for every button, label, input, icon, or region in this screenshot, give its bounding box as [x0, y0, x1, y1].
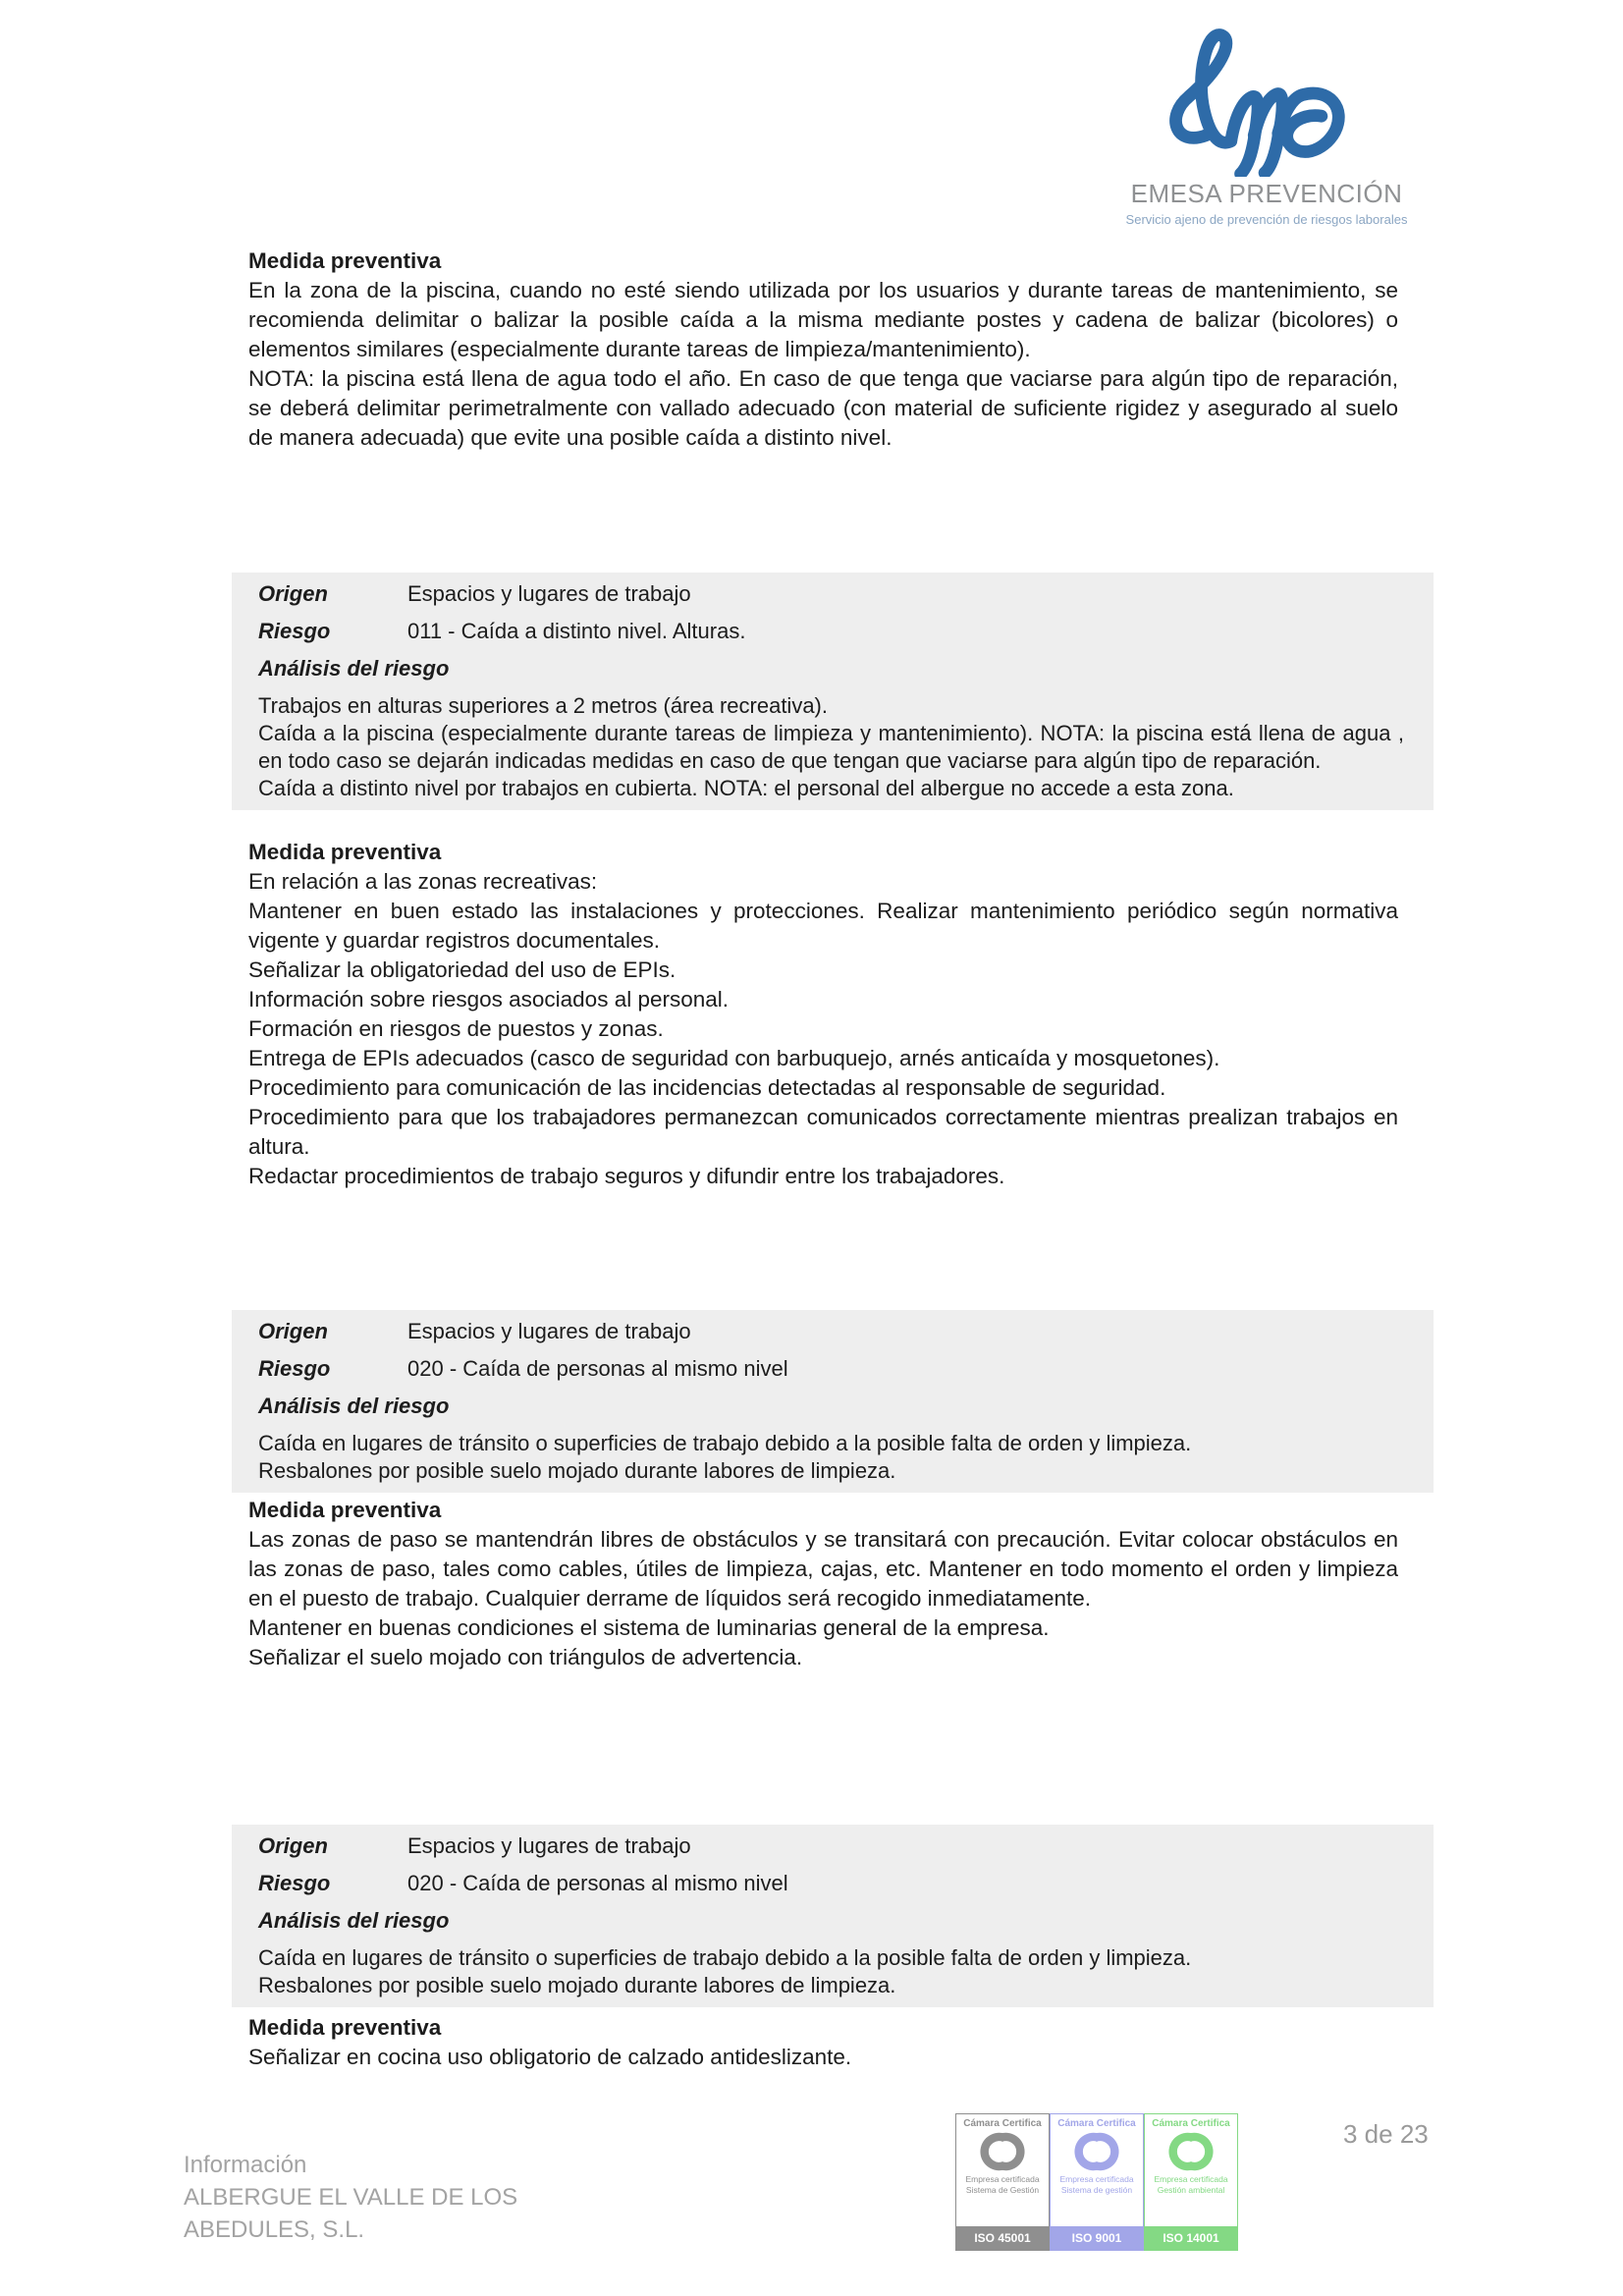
section-title: Medida preventiva — [248, 840, 442, 864]
badge-cert-line: Gestión ambiental — [1157, 2185, 1225, 2195]
riesgo-label: Riesgo — [258, 1356, 331, 1381]
camara-certifica-icon — [973, 2129, 1032, 2174]
origen-value: Espacios y lugares de trabajo — [407, 1833, 691, 1858]
section-title: Medida preventiva — [248, 1498, 442, 1522]
badge-header: Cámara Certifica — [1152, 2118, 1230, 2129]
badge-iso-label: ISO 9001 — [1051, 2226, 1143, 2250]
analysis-text: Caída en lugares de tránsito o superficies de trabajo debido a la posible falta de orden y limpieza. — [258, 1945, 1192, 1970]
brand-tagline: Servicio ajeno de prevención de riesgos laborales — [1125, 212, 1408, 227]
section-paragraph: Entrega de EPIs adecuados (casco de seguridad con barbuquejo, arnés anticaída y mosquetones). — [248, 1046, 1220, 1070]
origen-value: Espacios y lugares de trabajo — [407, 1319, 691, 1343]
section-paragraph: NOTA: la piscina está llena de agua todo el año. En caso de que tenga que vaciarse para algún tipo de reparación, se deberá delimitar perimetralmente con vallado adecuado (con material de suficiente rigidez y asegurado al suelo de manera adecuada) que evite una posible caída a distinto nivel. — [248, 366, 1398, 450]
analysis-label: Análisis del riesgo — [258, 656, 450, 681]
section-paragraph: Procedimiento para que los trabajadores permanezcan comunicados correctamente mientras prealizan trabajos en altura. — [248, 1105, 1398, 1159]
section-paragraph: Las zonas de paso se mantendrán libres de obstáculos y se transitará con precaución. Evitar colocar obstáculos en las zonas de paso, tales como cables, útiles de limpieza, cajas, etc. Mantener en todo momento el orden y limpieza en el puesto de trabajo. Cualquier derrame de líquidos será recogido inmediatamente. — [248, 1527, 1398, 1611]
origen-row — [258, 1832, 1404, 1860]
section-paragraph: Procedimiento para comunicación de las incidencias detectadas al responsable de seguridad. — [248, 1075, 1166, 1100]
footer-info-label: Información — [184, 2152, 307, 2178]
preventive-measure-section — [248, 838, 1398, 1191]
footer-company-info — [184, 2149, 517, 2246]
certification-badges — [955, 2113, 1238, 2251]
badge-cert-line: Empresa certificada — [1154, 2174, 1228, 2184]
page-indicator: 3 de 23 — [1343, 2119, 1429, 2149]
section-paragraph: Mantener en buen estado las instalaciones y protecciones. Realizar mantenimiento periódico según normativa vigente y guardar registros documentales. — [248, 899, 1398, 953]
footer-company-line: ALBERGUE EL VALLE DE LOS — [184, 2184, 518, 2211]
riesgo-row — [258, 1870, 1404, 1897]
riesgo-row — [258, 1355, 1404, 1383]
riesgo-label: Riesgo — [258, 1871, 331, 1895]
section-paragraph: Mantener en buenas condiciones el sistema de luminarias general de la empresa. — [248, 1615, 1050, 1640]
company-logo — [1105, 27, 1429, 227]
iso-badge — [955, 2113, 1050, 2251]
riesgo-value: 020 - Caída de personas al mismo nivel — [407, 1871, 788, 1895]
riesgo-label: Riesgo — [258, 619, 331, 643]
section-paragraph: Información sobre riesgos asociados al personal. — [248, 987, 730, 1011]
origen-row — [258, 1318, 1404, 1345]
analysis-text: Trabajos en alturas superiores a 2 metros (área recreativa). — [258, 693, 828, 718]
preventive-measure-section — [248, 2013, 1398, 2072]
origen-label: Origen — [258, 1319, 328, 1343]
iso-badge — [1144, 2113, 1238, 2251]
brand-name: EMESA PREVENCIÓN — [1130, 179, 1403, 208]
origen-label: Origen — [258, 1833, 328, 1858]
risk-box — [232, 1825, 1434, 2007]
analysis-text: Caída a la piscina (especialmente durante tareas de limpieza y mantenimiento). NOTA: la piscina está llena de agua , en todo caso se dejarán indicadas medidas en caso de que tengan que vaciarse para algún tipo de reparación. — [258, 721, 1404, 773]
section-paragraph: En relación a las zonas recreativas: — [248, 869, 598, 894]
section-title: Medida preventiva — [248, 248, 442, 273]
camara-certifica-icon — [1162, 2129, 1220, 2174]
section-paragraph: Formación en riesgos de puestos y zonas. — [248, 1016, 664, 1041]
badge-cert-line: Sistema de Gestión — [965, 2185, 1040, 2195]
analysis-label: Análisis del riesgo — [258, 1908, 450, 1933]
camara-certifica-icon — [1067, 2129, 1126, 2174]
analysis-label: Análisis del riesgo — [258, 1394, 450, 1418]
badge-iso-label: ISO 14001 — [1145, 2226, 1237, 2250]
footer-company-line: ABEDULES, S.L. — [184, 2216, 365, 2243]
badge-header: Cámara Certifica — [963, 2118, 1042, 2129]
badge-cert-line: Empresa certificada — [965, 2174, 1040, 2184]
origen-label: Origen — [258, 581, 328, 606]
section-title: Medida preventiva — [248, 2015, 442, 2040]
preventive-measure-section — [248, 246, 1398, 453]
section-paragraph: Señalizar la obligatoriedad del uso de EPIs. — [248, 957, 676, 982]
riesgo-value: 020 - Caída de personas al mismo nivel — [407, 1356, 788, 1381]
preventive-measure-section — [248, 1496, 1398, 1672]
badge-iso-label: ISO 45001 — [956, 2226, 1049, 2250]
section-paragraph: Señalizar el suelo mojado con triángulos de advertencia. — [248, 1645, 803, 1669]
badge-cert-line: Sistema de gestión — [1060, 2185, 1133, 2195]
analysis-text: Resbalones por posible suelo mojado durante labores de limpieza. — [258, 1458, 896, 1483]
badge-cert-line: Empresa certificada — [1059, 2174, 1134, 2184]
eme-script-logo-icon — [1144, 27, 1389, 177]
section-paragraph: Redactar procedimientos de trabajo seguros y difundir entre los trabajadores. — [248, 1164, 1005, 1188]
section-paragraph: En la zona de la piscina, cuando no esté siendo utilizada por los usuarios y durante tareas de mantenimiento, se recomienda delimitar o balizar la posible caída a la misma mediante postes y cadena de balizar (bicolores) o elementos similares (especialmente durante tareas de limpieza/mantenimiento). — [248, 278, 1398, 361]
iso-badge — [1050, 2113, 1144, 2251]
badge-header: Cámara Certifica — [1057, 2118, 1136, 2129]
risk-box — [232, 573, 1434, 810]
risk-box — [232, 1310, 1434, 1493]
analysis-text: Resbalones por posible suelo mojado durante labores de limpieza. — [258, 1973, 896, 1997]
origen-row — [258, 580, 1404, 608]
origen-value: Espacios y lugares de trabajo — [407, 581, 691, 606]
riesgo-value: 011 - Caída a distinto nivel. Alturas. — [407, 619, 746, 643]
riesgo-row — [258, 618, 1404, 645]
analysis-text: Caída a distinto nivel por trabajos en cubierta. NOTA: el personal del albergue no accede a esta zona. — [258, 776, 1234, 800]
section-paragraph: Señalizar en cocina uso obligatorio de calzado antideslizante. — [248, 2045, 852, 2069]
analysis-text: Caída en lugares de tránsito o superficies de trabajo debido a la posible falta de orden y limpieza. — [258, 1431, 1192, 1455]
